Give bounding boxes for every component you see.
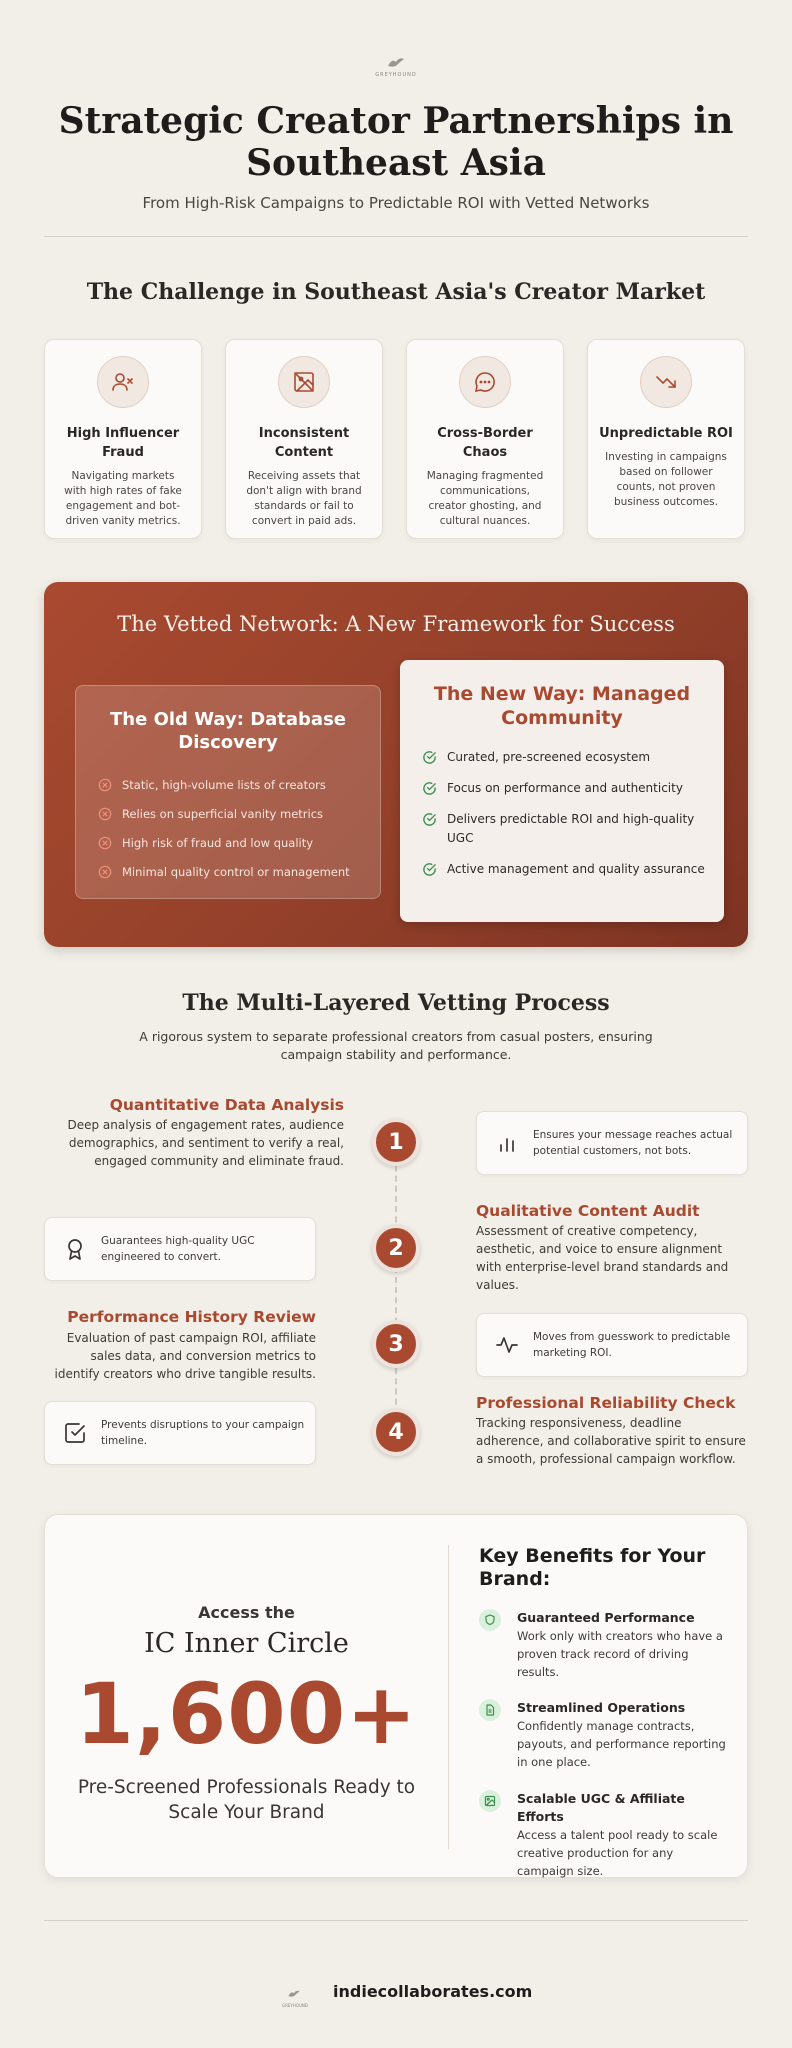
old-way-title: The Old Way: Database Discovery [110, 709, 346, 753]
step-4-title: Professional Reliability Check [476, 1394, 736, 1412]
card-title: Cross-Border Chaos [437, 426, 533, 460]
x-circle-icon [98, 836, 112, 850]
old-way-box [75, 685, 381, 899]
step-1-benefit: Ensures your message reaches actual potential customers, not bots. [476, 1111, 748, 1175]
check-circle-icon [422, 750, 437, 765]
user-x-icon [111, 370, 135, 394]
header-divider [44, 236, 748, 237]
challenge-card-roi [587, 339, 745, 539]
new-way-box [400, 660, 724, 922]
new-way-item: Focus on performance and authenticity [422, 779, 708, 798]
inner-circle-tagline: Pre-Screened Professionals Ready to Scale Your Brand [77, 1777, 416, 1823]
card-text: Receiving assets that don't align with brand standards or fail to convert in paid ads. [246, 470, 362, 527]
card-text: Managing fragmented communications, creator ghosting, and cultural nuances. [426, 470, 544, 527]
benefit-title: Streamlined Operations [517, 1700, 686, 1715]
shield-icon [484, 1614, 496, 1626]
brand-logo [371, 56, 421, 78]
footer-divider [44, 1920, 748, 1921]
new-way-list [422, 748, 708, 879]
check-circle-icon [422, 781, 437, 796]
step-3-desc: Evaluation of past campaign ROI, affiliate sales data, and conversion metrics to identify creators who drive tangible results. [54, 1331, 316, 1381]
logo-text: GREYHOUND [375, 72, 417, 78]
old-way-item: Relies on superficial vanity metrics [98, 799, 380, 828]
old-way-item: Static, high-volume lists of creators [98, 770, 380, 799]
card-title: High Influencer Fraud [66, 426, 180, 460]
challenge-heading: The Challenge in Southeast Asia's Creator Market [86, 279, 706, 305]
old-way-item: High risk of fraud and low quality [98, 828, 380, 857]
step-4-benefit: Prevents disruptions to your campaign timeline. [44, 1401, 316, 1465]
benefit-text: Access a talent pool ready to scale creative production for any campaign size. [517, 1828, 718, 1878]
check-circle-icon [422, 812, 437, 827]
award-icon [63, 1237, 87, 1261]
greyhound-logo-icon [287, 1989, 301, 1999]
step-2-title: Qualitative Content Audit [476, 1202, 700, 1220]
trending-down-icon [654, 370, 678, 394]
page-subtitle: From High-Risk Campaigns to Predictable ROI with Vetted Networks [142, 194, 650, 212]
greyhound-logo-icon [386, 56, 406, 70]
bar-chart-icon [495, 1131, 519, 1155]
step-4-number: 4 [372, 1408, 420, 1456]
vetted-heading: The Vetted Network: A New Framework for Success [117, 612, 675, 636]
footer [0, 1978, 792, 2008]
x-circle-icon [98, 778, 112, 792]
activity-icon [495, 1333, 519, 1357]
footer-url-link[interactable]: indiecollaborates.com [333, 1982, 533, 2001]
chat-bubble-icon [473, 370, 497, 394]
x-circle-icon [98, 807, 112, 821]
new-way-item: Delivers predictable ROI and high-quality UGC [422, 810, 708, 848]
step-4-desc: Tracking responsiveness, deadline adherence, and collaborative spirit to ensure a smooth, professional campaign workflow. [476, 1416, 746, 1466]
vetted-network-panel [44, 582, 748, 947]
step-2-number: 2 [372, 1224, 420, 1272]
card-title: Unpredictable ROI [599, 426, 733, 441]
card-title: Inconsistent Content [258, 426, 350, 460]
benefit-title: Guaranteed Performance [517, 1610, 695, 1625]
step-3-title: Performance History Review [67, 1308, 316, 1326]
check-square-icon [63, 1421, 87, 1445]
page-title: Strategic Creator Partnerships in Southeast Asia [58, 100, 734, 184]
challenge-card-fraud [44, 339, 202, 539]
benefit-text: Confidently manage contracts, payouts, and performance reporting in one place. [517, 1719, 726, 1769]
inner-circle-divider [448, 1545, 449, 1849]
old-way-list [98, 770, 380, 886]
image-icon [484, 1795, 496, 1807]
process-subtitle: A rigorous system to separate professional creators from casual posters, ensuring campaign stability and performance. [139, 1029, 653, 1062]
step-3-number: 3 [372, 1320, 420, 1368]
process-timeline [395, 1125, 397, 1435]
image-broken-icon [292, 370, 316, 394]
old-way-item: Minimal quality control or management [98, 857, 380, 886]
challenge-card-content [225, 339, 383, 539]
card-text: Navigating markets with high rates of fake engagement and bot-driven vanity metrics. [64, 470, 182, 527]
new-way-item: Active management and quality assurance [422, 860, 708, 879]
step-1-desc: Deep analysis of engagement rates, audience demographics, and sentiment to verify a real, engaged community and eliminate fraud. [67, 1118, 344, 1168]
footer-logo [282, 1984, 309, 2008]
step-2-benefit: Guarantees high-quality UGC engineered to convert. [44, 1217, 316, 1281]
x-circle-icon [98, 865, 112, 879]
benefit-title: Scalable UGC & Affiliate Efforts [517, 1791, 685, 1824]
document-icon [484, 1704, 496, 1716]
new-way-title: The New Way: Managed Community [433, 683, 691, 729]
footer-logo-text: GREYHOUND [282, 2003, 309, 2008]
check-circle-icon [422, 862, 437, 877]
card-text: Investing in campaigns based on follower counts, not proven business outcomes. [605, 451, 727, 508]
inner-circle-name: IC Inner Circle [144, 1628, 349, 1659]
step-1-number: 1 [372, 1118, 420, 1166]
step-3-benefit: Moves from guesswork to predictable marketing ROI. [476, 1313, 748, 1377]
inner-circle-panel [44, 1514, 748, 1878]
process-heading: The Multi-Layered Vetting Process [182, 990, 610, 1016]
new-way-item: Curated, pre-screened ecosystem [422, 748, 708, 767]
challenge-card-cross-border [406, 339, 564, 539]
step-2-desc: Assessment of creative competency, aesthetic, and voice to ensure alignment with enterprise-level brand standards and values. [476, 1224, 729, 1292]
creator-count: 1,600+ [75, 1665, 418, 1763]
benefits-title: Key Benefits for Your Brand: [479, 1545, 706, 1590]
benefit-text: Work only with creators who have a proven track record of driving results. [517, 1629, 723, 1679]
step-1-title: Quantitative Data Analysis [109, 1096, 344, 1114]
inner-circle-offer [45, 1515, 448, 1879]
access-label: Access the [198, 1603, 295, 1622]
